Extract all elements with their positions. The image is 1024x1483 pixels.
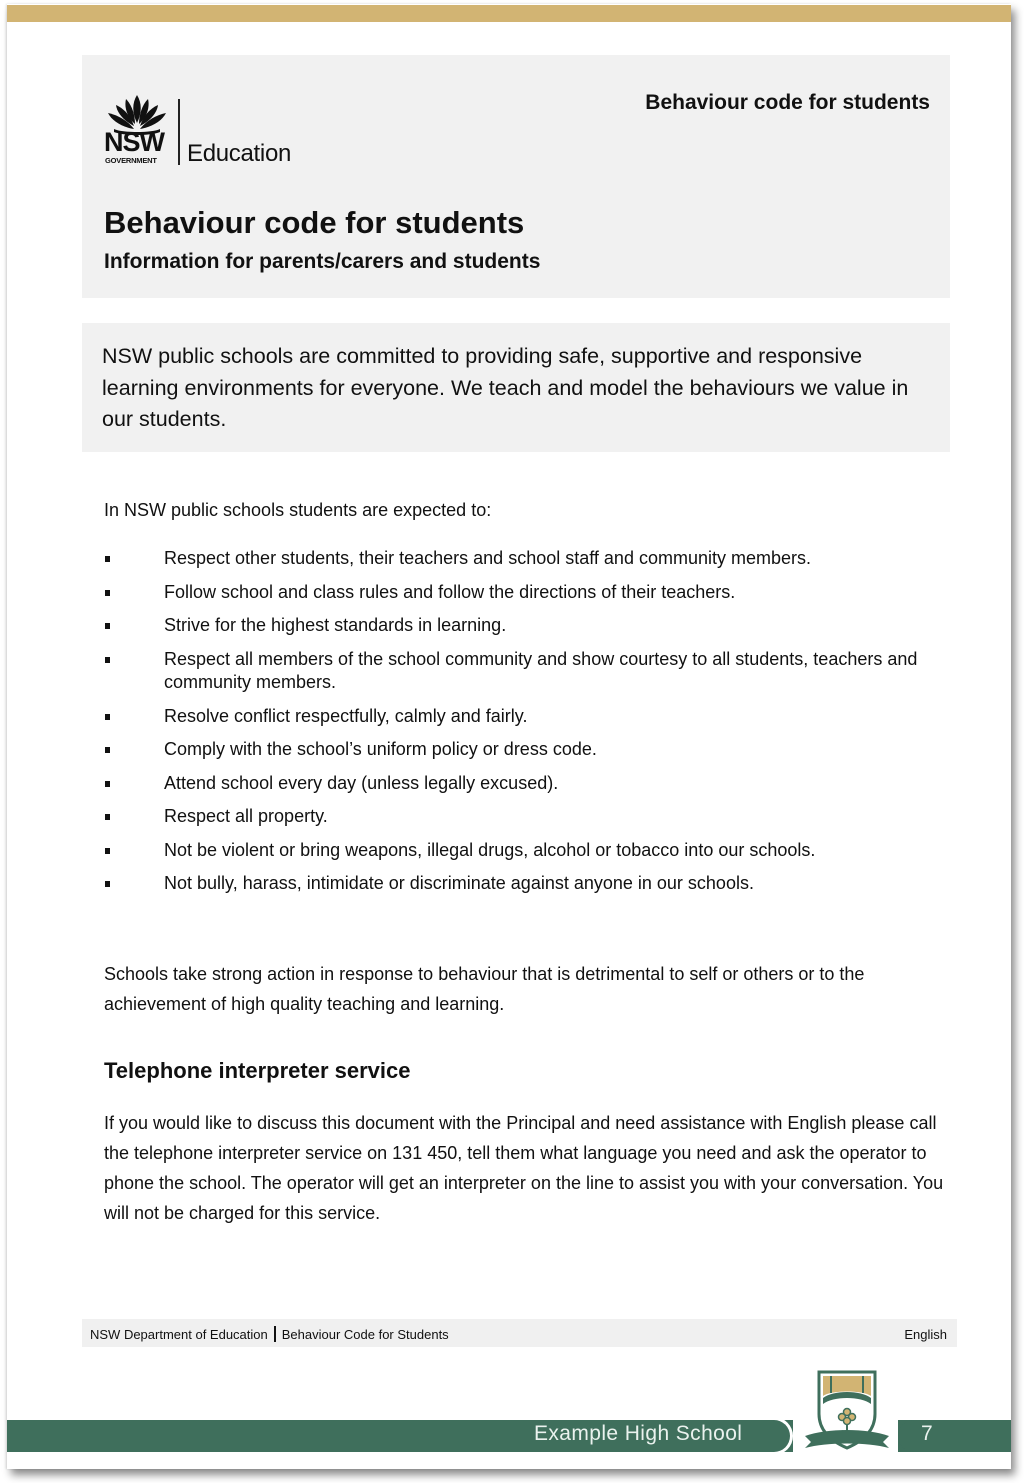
interpreter-heading: Telephone interpreter service	[104, 1058, 411, 1083]
school-crest-icon	[797, 1366, 897, 1456]
list-item: Attend school every day (unless legally excused).	[104, 772, 924, 796]
bullet-icon	[105, 848, 110, 854]
page-subtitle: Information for parents/carers and students	[104, 250, 541, 273]
footer-org: NSW Department of Education	[90, 1327, 268, 1342]
page-title: Behaviour code for students	[104, 205, 525, 240]
expectations-lead: In NSW public schools students are expected to:	[104, 500, 492, 520]
document-page	[7, 4, 1011, 1469]
gold-top-bar	[7, 5, 1011, 22]
education-label: Education	[187, 140, 292, 167]
interpreter-paragraph: If you would like to discuss this document with the Principal and need assistance with English please call the telephone interpreter service on 131 450, tell them what language you need and ask the operator to phone the school. The operator will get an interpreter on the line to assist you with your conversation. You will not be charged for this service.	[104, 1113, 944, 1223]
footer-language: English	[904, 1327, 947, 1342]
expectations-list	[104, 547, 924, 906]
bullet-icon	[105, 556, 110, 562]
strong-action-paragraph: Schools take strong action in response to behaviour that is detrimental to self or others or to the achievement of high quality teaching and learning.	[104, 964, 865, 1014]
government-label: GOVERNMENT	[105, 156, 157, 165]
nsw-wordmark: NSW	[104, 127, 164, 157]
list-item: Comply with the school’s uniform policy or dress code.	[104, 738, 924, 762]
footer-doc-name: Behaviour Code for Students	[281, 1327, 449, 1342]
bullet-icon	[105, 714, 110, 720]
list-item: Respect all members of the school community and show courtesy to all students, teachers and community members.	[104, 648, 924, 695]
bullet-icon	[105, 781, 110, 787]
bullet-icon	[105, 590, 110, 596]
document-tag: Behaviour code for students	[645, 91, 930, 114]
page-number-pill	[898, 1420, 1011, 1452]
list-item: Not be violent or bring weapons, illegal drugs, alcohol or tobacco into our schools.	[104, 839, 924, 863]
bullet-icon	[105, 814, 110, 820]
bullet-icon	[105, 747, 110, 753]
school-name: Example High School	[534, 1422, 743, 1445]
list-item: Not bully, harass, intimidate or discriminate against anyone in our schools.	[104, 872, 924, 896]
intro-panel	[82, 323, 950, 452]
bullet-icon	[105, 881, 110, 887]
nsw-education-logo	[104, 93, 314, 165]
footer-divider	[274, 1326, 276, 1342]
list-item: Resolve conflict respectfully, calmly and fairly.	[104, 705, 924, 729]
logo-divider	[178, 99, 180, 165]
header-panel	[82, 55, 950, 298]
bullet-icon	[105, 623, 110, 629]
list-item: Respect all property.	[104, 805, 924, 829]
list-item: Strive for the highest standards in learning.	[104, 614, 924, 638]
bullet-icon	[105, 657, 110, 663]
intro-text: NSW public schools are committed to providing safe, supportive and responsive learning environments for everyone. We teach and model the behaviours we value in our students.	[102, 344, 909, 431]
list-item: Follow school and class rules and follow the directions of their teachers.	[104, 581, 924, 605]
list-item: Respect other students, their teachers and school staff and community members.	[104, 547, 924, 571]
page-number: 7	[921, 1422, 933, 1445]
document-footer	[82, 1319, 957, 1347]
